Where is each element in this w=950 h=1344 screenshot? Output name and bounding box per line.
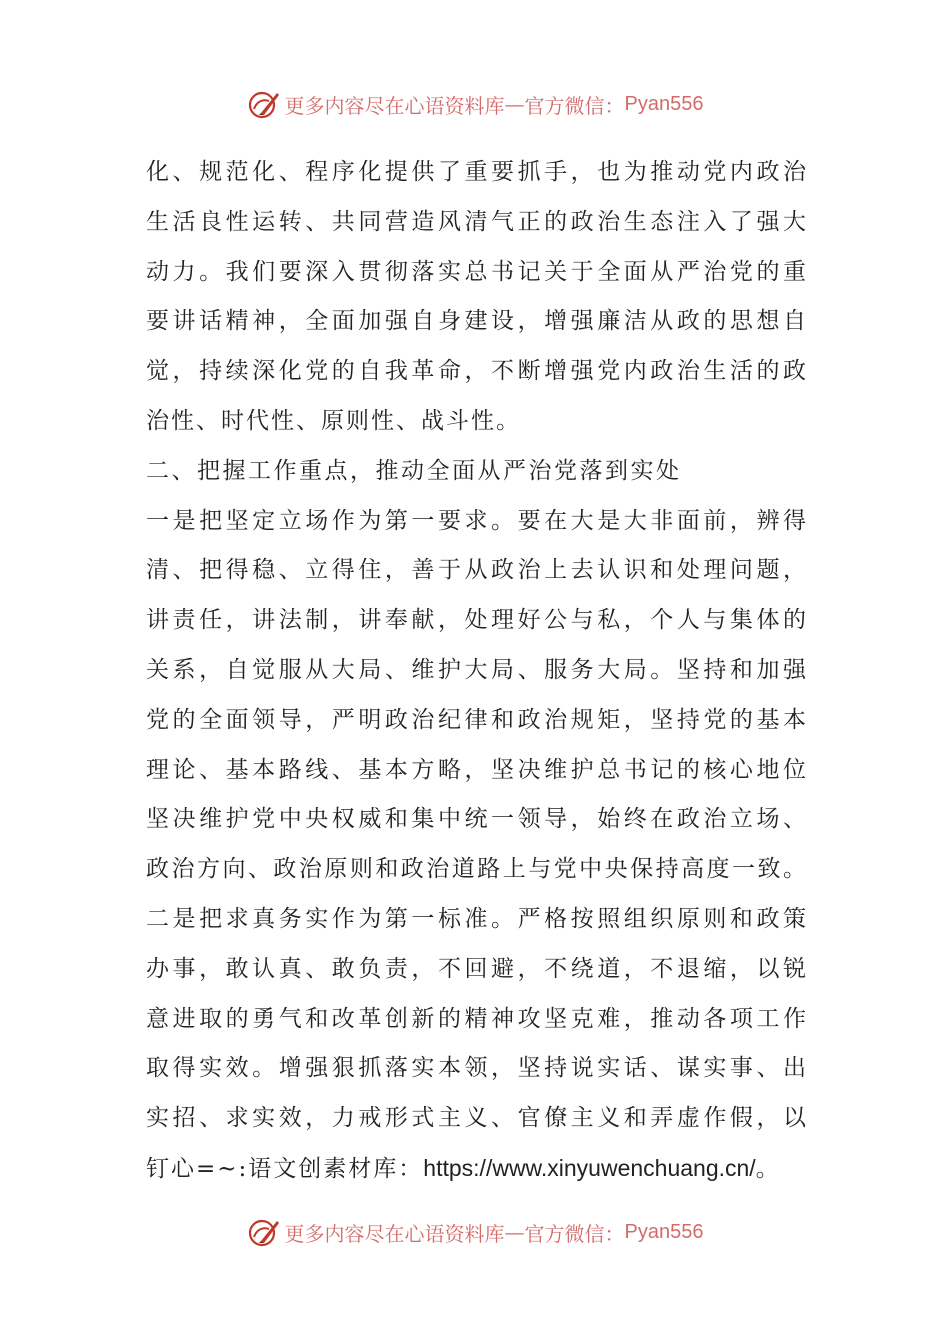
- pen-logo-icon: [247, 1215, 281, 1249]
- body-line: 治性、时代性、原则性、战斗性。: [146, 407, 521, 434]
- body-line: 二是把求真务实作为第一标准。严格按照组织原则和政策: [146, 905, 806, 932]
- body-line: 坚决维护党中央权威和集中统一领导，始终在政治立场、: [146, 806, 806, 833]
- footer-watermark: [0, 1212, 950, 1252]
- body-line: 化、规范化、程序化提供了重要抓手，也为推动党内政治: [146, 159, 806, 185]
- body-line: 理论、基本路线、基本方略，坚决维护总书记的核心地位: [146, 756, 806, 783]
- body-line: 党的全面领导，严明政治纪律和政治规矩，坚持党的基本: [146, 706, 806, 733]
- watermark-text: 更多内容尽在心语资料库: [284, 93, 505, 118]
- watermark-account: Pyan556: [624, 92, 704, 115]
- body-line: 一是把坚定立场作为第一要求。要在大是大非面前，辨得: [146, 507, 806, 534]
- body-line: 讲责任，讲法制，讲奉献，处理好公与私，个人与集体的: [146, 607, 806, 634]
- watermark-separator: —: [504, 92, 525, 116]
- body-line: 办事，敢认真、敢负责，不回避，不绕道，不退缩，以锐: [146, 955, 806, 982]
- last-line-prefix: 钉心=~:语文创素材库：: [146, 1155, 424, 1182]
- body-line: 政治方向、政治原则和政治道路上与党中央保持高度一致。: [146, 856, 806, 883]
- header-watermark: [0, 84, 950, 124]
- watermark-label: 官方微信：: [524, 93, 625, 118]
- pen-logo-icon: [247, 87, 281, 121]
- body-line: 生活良性运转、共同营造风清气正的政治生态注入了强大: [146, 208, 806, 235]
- body-last-line: [146, 1144, 806, 1194]
- source-link[interactable]: https://www.xinyuwenchuang.cn/: [423, 1154, 756, 1181]
- last-line-suffix: 。: [755, 1155, 779, 1182]
- watermark-separator: —: [504, 1220, 525, 1244]
- body-line: 要讲话精神，全面加强自身建设，增强廉洁从政的思想自: [146, 308, 806, 335]
- watermark-text: 更多内容尽在心语资料库: [284, 1221, 505, 1246]
- body-line: 取得实效。增强狠抓落实本领，坚持说实话、谋实事、出: [146, 1055, 806, 1082]
- watermark-account: Pyan556: [624, 1220, 704, 1243]
- body-line: 觉，持续深化党的自我革命，不断增强党内政治生活的政: [146, 358, 806, 385]
- body-line: 清、把得稳、立得住，善于从政治上去认识和处理问题，: [146, 557, 806, 584]
- watermark-label: 官方微信：: [524, 1221, 625, 1246]
- body-line: 实招、求实效，力戒形式主义、官僚主义和弄虚作假，以: [146, 1105, 806, 1132]
- body-line: 动力。我们要深入贯彻落实总书记关于全面从严治党的重: [146, 258, 806, 285]
- body-line: 意进取的勇气和改革创新的精神攻坚克难，推动各项工作: [146, 1005, 806, 1032]
- body-line: 关系，自觉服从大局、维护大局、服务大局。坚持和加强: [146, 656, 806, 683]
- section-heading: 二、把握工作重点，推动全面从严治党落到实处: [146, 457, 682, 484]
- document-body: [146, 148, 806, 1194]
